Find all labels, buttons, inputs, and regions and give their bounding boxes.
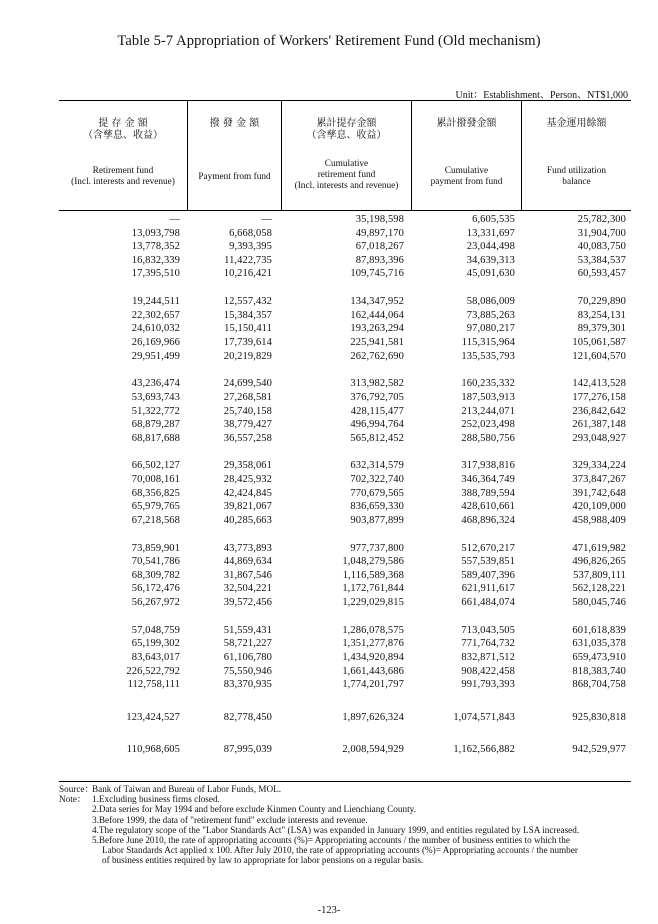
table-cell: 22,302,657 bbox=[131, 309, 180, 321]
table-cell: 83,370,935 bbox=[223, 679, 272, 691]
table-row bbox=[59, 227, 631, 241]
table-cell: 66,502,127 bbox=[131, 460, 180, 472]
table-row bbox=[59, 743, 631, 757]
table-cell: 836,659,330 bbox=[350, 501, 404, 513]
column-header-zh: 累計撥發金額 bbox=[436, 118, 497, 129]
table-cell: 391,742,648 bbox=[572, 487, 626, 499]
table-cell: 225,941,581 bbox=[350, 336, 404, 348]
table-cell: 89,379,301 bbox=[577, 323, 626, 335]
table-cell: 226,522,792 bbox=[126, 665, 180, 677]
table-cell: 659,473,910 bbox=[572, 651, 626, 663]
table-cell: 1,172,761,844 bbox=[342, 583, 404, 595]
table-row bbox=[59, 542, 631, 556]
table-row bbox=[59, 391, 631, 405]
column-header-payment bbox=[187, 101, 281, 210]
note-line: 5.Before June 2010, the rate of appropriating accounts (%)= Appropriating accounts / the number of business entities to which the bbox=[92, 835, 570, 846]
column-header-zh: 提 存 金 額 （含孳息、收益） bbox=[83, 118, 163, 141]
table-cell: 75,550,946 bbox=[223, 665, 272, 677]
table-cell: 57,048,759 bbox=[131, 624, 180, 636]
column-header-zh: 累計提存金額 （含孳息、收益） bbox=[306, 118, 387, 141]
table-cell: 39,821,067 bbox=[223, 501, 272, 513]
table-cell: 29,358,061 bbox=[223, 460, 272, 472]
table-cell: 38,779,427 bbox=[223, 419, 272, 431]
table-row bbox=[59, 596, 631, 610]
table-row bbox=[59, 336, 631, 350]
table-cell: 1,286,078,575 bbox=[342, 624, 404, 636]
table-cell: 109,745,716 bbox=[350, 268, 404, 280]
table-cell: 39,572,456 bbox=[223, 597, 272, 608]
source-line bbox=[59, 784, 651, 794]
table-row bbox=[59, 637, 631, 651]
table-cell: 27,268,581 bbox=[223, 391, 272, 403]
note-line: 3.Before 1999, the data of "retirement fund" exclude interests and revenue. bbox=[92, 814, 368, 825]
table-cell: 28,425,932 bbox=[223, 474, 272, 486]
table-cell: 68,309,782 bbox=[131, 569, 180, 581]
table-cell: 68,879,287 bbox=[131, 419, 180, 431]
table-cell: 51,322,772 bbox=[131, 405, 180, 417]
table-cell: 73,859,901 bbox=[131, 542, 180, 554]
table-cell: 1,074,571,843 bbox=[453, 711, 515, 723]
table-row bbox=[59, 569, 631, 583]
table-cell: 925,830,818 bbox=[572, 711, 626, 723]
table-cell: 771,764,732 bbox=[461, 638, 515, 650]
table-cell: 252,023,498 bbox=[461, 419, 515, 431]
table-cell: 25,782,300 bbox=[577, 214, 626, 225]
table-cell: 11,422,735 bbox=[224, 254, 272, 266]
table-cell: 160,235,332 bbox=[461, 378, 515, 390]
table-cell: 942,529,977 bbox=[572, 744, 626, 756]
table-cell: 68,356,825 bbox=[131, 487, 180, 499]
column-header-en: Payment from fund bbox=[198, 172, 271, 182]
unit-label: Unit：Establishment、Person、NT$1,000 bbox=[455, 90, 628, 101]
source-text: Bank of Taiwan and Bureau of Labor Funds, MOL. bbox=[92, 784, 282, 794]
group-spacer bbox=[59, 363, 631, 377]
table-row bbox=[59, 309, 631, 323]
table-row bbox=[59, 432, 631, 446]
table-cell: 110,968,605 bbox=[126, 744, 180, 756]
note-line: Labor Standards Act applied x 100. After July 2010, the rate of appropriating accounts (%)= Appropriating accounts / the number bbox=[102, 845, 578, 856]
table-cell: 428,610,661 bbox=[461, 501, 515, 513]
table-cell: 713,043,505 bbox=[461, 624, 515, 636]
table-cell: 42,424,845 bbox=[223, 487, 272, 499]
table-cell: 87,893,396 bbox=[355, 254, 404, 266]
page-number: -123- bbox=[317, 905, 341, 916]
table-row bbox=[59, 711, 631, 725]
table-cell: 15,150,411 bbox=[224, 323, 272, 335]
table-cell: 43,236,474 bbox=[131, 378, 180, 390]
page-title: Table 5-7 Appropriation of Workers' Retirement Fund (Old mechanism) bbox=[117, 33, 541, 49]
table-cell: 68,817,688 bbox=[131, 432, 180, 444]
table-cell: 1,351,277,876 bbox=[342, 638, 404, 650]
table-cell: 1,116,589,368 bbox=[342, 569, 404, 581]
column-header-en: Fund utilization balance bbox=[546, 166, 607, 187]
table-cell: 26,169,966 bbox=[131, 336, 180, 348]
table-cell: 17,739,614 bbox=[223, 336, 272, 348]
table-cell: 428,115,477 bbox=[350, 405, 404, 417]
table-cell: 832,871,512 bbox=[461, 651, 515, 663]
table-cell: 23,044,498 bbox=[466, 241, 515, 253]
table-cell: 134,347,952 bbox=[350, 296, 404, 308]
table-cell: 82,778,450 bbox=[223, 711, 272, 723]
table-cell: 1,661,443,686 bbox=[342, 665, 404, 677]
table-cell: 83,254,131 bbox=[577, 309, 626, 321]
table-cell: 565,812,452 bbox=[350, 432, 404, 444]
column-header-retirement-fund bbox=[59, 101, 187, 210]
table-row bbox=[59, 582, 631, 596]
table-cell: 1,434,920,894 bbox=[342, 651, 404, 663]
table-cell: 58,086,009 bbox=[466, 296, 515, 308]
table-cell: 496,994,764 bbox=[350, 419, 404, 431]
table-cell: 632,314,579 bbox=[350, 460, 404, 472]
table-cell: 471,619,982 bbox=[572, 542, 626, 554]
table-cell: 293,048,927 bbox=[572, 432, 626, 444]
table-cell: 43,773,893 bbox=[223, 542, 272, 554]
table-cell: 346,364,749 bbox=[461, 474, 515, 486]
table-cell: 187,503,913 bbox=[461, 391, 515, 403]
table-row bbox=[59, 350, 631, 364]
table-cell: 115,315,964 bbox=[461, 336, 515, 348]
table-cell: 512,670,217 bbox=[461, 542, 515, 554]
table-cell: 65,979,765 bbox=[131, 501, 180, 513]
table-cell: 376,792,705 bbox=[350, 391, 404, 403]
table-cell: 135,535,793 bbox=[461, 350, 515, 362]
table-cell: 388,789,594 bbox=[461, 487, 515, 499]
table-row bbox=[59, 295, 631, 309]
group-spacer bbox=[59, 445, 631, 459]
column-header-zh: 撥 發 金 額 bbox=[209, 118, 260, 129]
table-cell: 70,229,890 bbox=[577, 296, 626, 308]
table-cell: 1,162,566,882 bbox=[453, 744, 515, 756]
table-cell: 24,699,540 bbox=[223, 378, 272, 390]
table-cell: 97,080,217 bbox=[466, 323, 515, 335]
table-row bbox=[59, 377, 631, 391]
table-cell: 53,384,537 bbox=[577, 254, 626, 266]
table-cell: 13,331,697 bbox=[466, 227, 515, 239]
table-cell: 19,244,511 bbox=[132, 296, 180, 308]
table-cell: 213,244,071 bbox=[461, 405, 515, 417]
table-row bbox=[59, 473, 631, 487]
table-row bbox=[59, 500, 631, 514]
table-cell: 32,504,221 bbox=[223, 583, 272, 595]
table-cell: 16,832,339 bbox=[131, 254, 180, 266]
column-header-balance bbox=[521, 101, 631, 210]
table-cell: 601,618,839 bbox=[572, 624, 626, 636]
table-cell: 25,740,158 bbox=[223, 405, 272, 417]
table-cell: 12,557,432 bbox=[223, 296, 272, 308]
table-cell: 13,093,798 bbox=[131, 227, 180, 239]
column-header-zh: 基金運用餘額 bbox=[546, 118, 607, 129]
table-row bbox=[59, 459, 631, 473]
table-row bbox=[59, 418, 631, 432]
group-spacer bbox=[59, 724, 631, 743]
table-cell: 61,106,780 bbox=[223, 651, 272, 663]
table-cell: 112,758,111 bbox=[127, 679, 180, 691]
table-cell: 702,322,740 bbox=[350, 474, 404, 486]
table-cell: 6,668,058 bbox=[229, 227, 272, 239]
table-cell: 31,904,700 bbox=[577, 227, 626, 239]
table-cell: 496,826,265 bbox=[572, 556, 626, 568]
note-label: Note： bbox=[59, 794, 87, 805]
table-cell: 35,198,598 bbox=[355, 214, 404, 225]
table-cell: 60,593,457 bbox=[577, 268, 626, 280]
table-row bbox=[59, 213, 631, 227]
table-cell: 1,229,029,815 bbox=[342, 597, 404, 608]
table-cell: 868,704,758 bbox=[572, 679, 626, 691]
table-cell: 53,693,743 bbox=[131, 391, 180, 403]
table-cell: 313,982,582 bbox=[350, 378, 404, 390]
table-row bbox=[59, 678, 631, 692]
table-cell: 58,721,227 bbox=[223, 638, 272, 650]
table-cell: 1,774,201,797 bbox=[342, 679, 404, 691]
table-cell: 36,557,258 bbox=[223, 432, 272, 444]
table-cell: 908,422,458 bbox=[461, 665, 515, 677]
table-row bbox=[59, 487, 631, 501]
table-cell: 70,008,161 bbox=[131, 474, 180, 486]
table-cell: 34,639,313 bbox=[466, 254, 515, 266]
table-cell: 56,267,972 bbox=[131, 597, 180, 608]
table-cell: 13,778,352 bbox=[131, 241, 180, 253]
table-header bbox=[59, 101, 631, 211]
table-cell: 458,988,409 bbox=[572, 514, 626, 526]
table-cell: — bbox=[261, 214, 272, 225]
column-header-en: Cumulative retirement fund (Incl. interests and revenue) bbox=[294, 159, 399, 191]
note-line: of business entities required by law to appropriate for labor pensions on a regular basis. bbox=[102, 855, 424, 866]
group-spacer bbox=[59, 692, 631, 711]
table-cell: 589,407,396 bbox=[461, 569, 515, 581]
data-table bbox=[59, 100, 631, 782]
footnotes bbox=[59, 784, 651, 866]
table-cell: 15,384,357 bbox=[223, 309, 272, 321]
table-cell: 1,048,279,586 bbox=[342, 556, 404, 568]
table-cell: 236,842,642 bbox=[572, 405, 626, 417]
column-header-cumulative-payment bbox=[411, 101, 521, 210]
table-cell: 17,395,510 bbox=[131, 268, 180, 280]
table-cell: 288,580,756 bbox=[461, 432, 515, 444]
table-cell: 9,393,395 bbox=[229, 241, 272, 253]
table-row bbox=[59, 240, 631, 254]
table-cell: 261,387,148 bbox=[572, 419, 626, 431]
table-cell: 44,869,634 bbox=[223, 556, 272, 568]
table-cell: 2,008,594,929 bbox=[342, 744, 404, 756]
table-cell: 65,199,302 bbox=[131, 638, 180, 650]
table-cell: 562,128,221 bbox=[572, 583, 626, 595]
table-cell: 51,559,431 bbox=[223, 624, 272, 636]
table-cell: 40,083,750 bbox=[577, 241, 626, 253]
table-cell: 121,604,570 bbox=[572, 350, 626, 362]
table-row bbox=[59, 254, 631, 268]
table-cell: 31,867,546 bbox=[223, 569, 272, 581]
table-cell: 631,035,378 bbox=[572, 638, 626, 650]
group-spacer bbox=[59, 610, 631, 624]
note-line: 4.The regulatory scope of the "Labor Standards Act" (LSA) was expanded in January 1999, and entities regulated by LSA increased. bbox=[92, 824, 580, 835]
table-cell: 83,643,017 bbox=[131, 651, 180, 663]
table-cell: 661,484,074 bbox=[461, 597, 515, 608]
table-cell: 621,911,617 bbox=[461, 583, 515, 595]
table-cell: 40,285,663 bbox=[223, 514, 272, 526]
note-line: 2.Data series for May 1994 and before exclude Kinmen County and Lienchiang County. bbox=[92, 804, 416, 815]
table-cell: 67,218,568 bbox=[131, 514, 180, 526]
column-header-en: Cumulative payment from fund bbox=[430, 166, 503, 187]
table-cell: 329,334,224 bbox=[572, 460, 626, 472]
group-spacer bbox=[59, 527, 631, 541]
table-row bbox=[59, 624, 631, 638]
table-cell: 162,444,064 bbox=[350, 309, 404, 321]
table-row bbox=[59, 405, 631, 419]
table-cell: 49,897,170 bbox=[355, 227, 404, 239]
table-cell: 73,885,263 bbox=[466, 309, 515, 321]
group-spacer bbox=[59, 281, 631, 295]
table-cell: — bbox=[169, 214, 180, 225]
table-cell: 6,605,535 bbox=[472, 214, 515, 225]
table-cell: 818,383,740 bbox=[572, 665, 626, 677]
table-cell: 373,847,267 bbox=[572, 474, 626, 486]
table-cell: 45,091,630 bbox=[466, 268, 515, 280]
column-header-en: Retirement fund (Incl. interests and revenue) bbox=[71, 166, 175, 187]
table-cell: 142,413,528 bbox=[572, 378, 626, 390]
note-line bbox=[59, 794, 651, 804]
table-cell: 420,109,000 bbox=[572, 501, 626, 513]
table-cell: 56,172,476 bbox=[131, 583, 180, 595]
table-cell: 123,424,527 bbox=[126, 711, 180, 723]
table-row bbox=[59, 651, 631, 665]
column-header-cumulative-fund bbox=[281, 101, 411, 210]
table-body bbox=[59, 213, 631, 757]
table-cell: 67,018,267 bbox=[355, 241, 404, 253]
table-row bbox=[59, 665, 631, 679]
table-cell: 580,045,746 bbox=[572, 597, 626, 608]
table-cell: 317,938,816 bbox=[461, 460, 515, 472]
table-cell: 537,809,111 bbox=[573, 569, 626, 581]
table-cell: 29,951,499 bbox=[131, 350, 180, 362]
table-cell: 991,793,393 bbox=[461, 679, 515, 691]
table-cell: 87,995,039 bbox=[223, 744, 272, 756]
note-text: 1.Excluding business firms closed. bbox=[92, 794, 220, 805]
table-cell: 903,877,899 bbox=[350, 514, 404, 526]
table-cell: 24,610,032 bbox=[131, 323, 180, 335]
table-cell: 105,061,587 bbox=[572, 336, 626, 348]
table-cell: 262,762,690 bbox=[350, 350, 404, 362]
table-cell: 70,541,786 bbox=[131, 556, 180, 568]
table-cell: 977,737,800 bbox=[350, 542, 404, 554]
table-row bbox=[59, 514, 631, 528]
table-row bbox=[59, 322, 631, 336]
table-cell: 1,897,626,324 bbox=[342, 711, 404, 723]
table-cell: 770,679,565 bbox=[350, 487, 404, 499]
table-cell: 468,896,324 bbox=[461, 514, 515, 526]
table-row bbox=[59, 555, 631, 569]
table-cell: 10,216,421 bbox=[223, 268, 272, 280]
table-cell: 557,539,851 bbox=[461, 556, 515, 568]
table-row bbox=[59, 267, 631, 281]
table-cell: 177,276,158 bbox=[572, 391, 626, 403]
source-label: Source： bbox=[59, 784, 94, 794]
table-cell: 20,219,829 bbox=[223, 350, 272, 362]
table-cell: 193,263,294 bbox=[350, 323, 404, 335]
